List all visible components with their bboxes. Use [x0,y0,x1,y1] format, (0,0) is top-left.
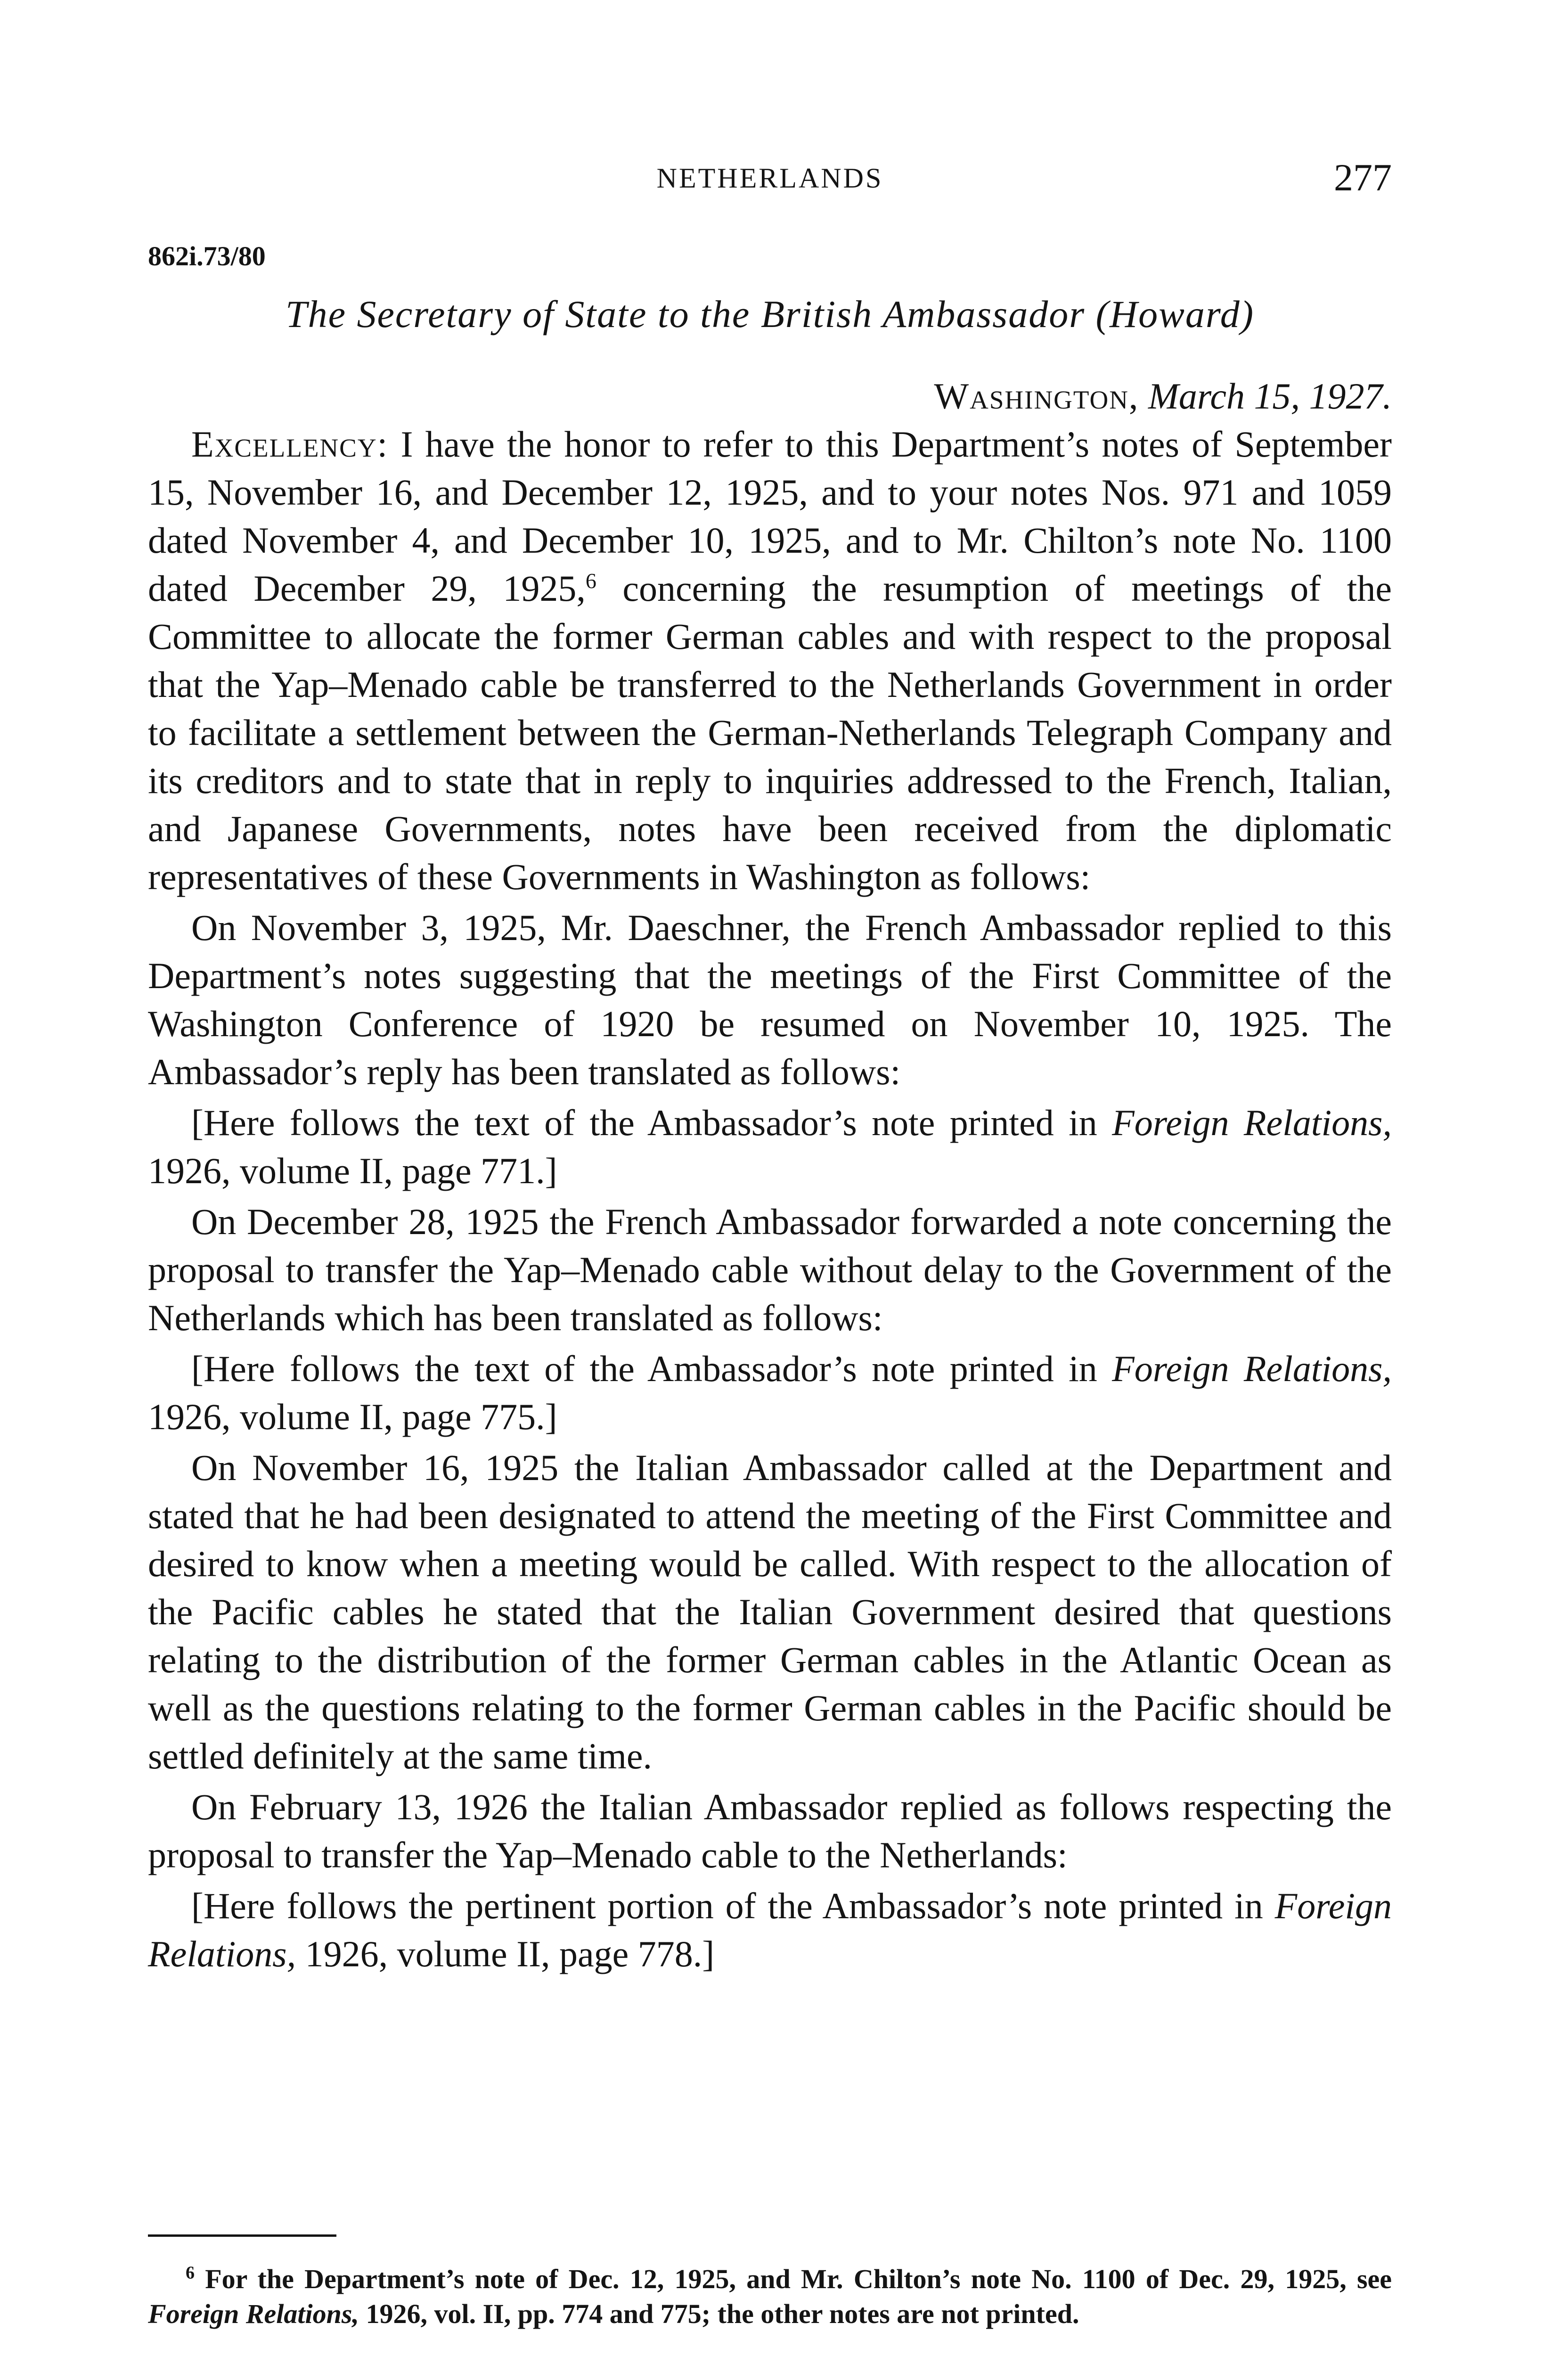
paragraph-8 [148,1882,1392,1978]
paragraph-8-pre: [Here follows the pertinent portion of the Ambassador’s note printed in [191,1885,1263,1926]
paragraph-3-post: 1926, volume II, page 771.] [148,1150,557,1191]
footnote-citation: Foreign Relations, [148,2299,359,2329]
paragraph-5 [148,1345,1392,1441]
page-header [148,155,1392,207]
footnote-ref: 6 [585,569,596,593]
footnote-marker: 6 [186,2263,195,2283]
paragraph-7: On February 13, 1926 the Italian Ambassador replied as follows respecting the proposal to transfer the Yap–Menado cable to the Netherlands: [148,1786,1392,1875]
dateline-place: Washington, [934,376,1139,417]
paragraph-5-post: 1926, volume II, page 775.] [148,1396,557,1437]
paragraph-5-pre: [Here follows the text of the Ambassador’s note printed in [191,1348,1097,1389]
letter-body [148,372,1392,1981]
paragraph-3 [148,1099,1392,1195]
paragraph-6: On November 16, 1925 the Italian Ambassador called at the Department and stated that he had been designated to attend the meeting of the First Committee and desired to know when a meeting would be called. With respect to the allocation of the Pacific cables he stated that the Italian Government desired that questions relating to the distribution of the former German cables in the Atlantic Ocean as well as the questions relating to the former German cables in the Pacific should be settled definitely at the same time. [148,1447,1392,1776]
footnote-divider [148,2234,336,2237]
running-title: NETHERLANDS [656,163,883,194]
paragraph-8-post: 1926, volume II, page 778.] [305,1933,715,1974]
dateline-date: March 15, 1927. [1148,376,1392,417]
footnote-text-pre: For the Department’s note of Dec. 12, 1925, and Mr. Chilton’s note No. 1100 of Dec. 29, 1925, see [205,2264,1392,2294]
paragraph-1-text-cont: concerning the resumption of meetings of the Committee to allocate the former German cables and with respect to the proposal that the Yap–Menado cable be transferred to the Netherlands Government in order to facilitate a settlement between the German-Netherlands Telegraph Company and its creditors and to state that in reply to inquiries addressed to the French, Italian, and Japanese Governments, notes have been received from the diplomatic representatives of these Governments in Washington as follows: [148,568,1392,897]
document-title: The Secretary of State to the British Ambassador (Howard) [285,293,1255,335]
salutation: Excellency: [191,424,389,465]
paragraph-2: On November 3, 1925, Mr. Daeschner, the French Ambassador replied to this Department’s notes suggesting that the meetings of the First Committee of the Washington Conference of 1920 be resumed on November 10, 1925. The Ambassador’s reply has been translated as follows: [148,907,1392,1092]
paragraph-4: On December 28, 1925 the French Ambassador forwarded a note concerning the proposal to transfer the Yap–Menado cable without delay to the Government of the Netherlands which has been translated as follows: [148,1201,1392,1338]
file-reference: 862i.73/80 [148,241,266,271]
paragraph-5-citation: Foreign Relations, [1112,1348,1392,1389]
footnote-text-post: 1926, vol. II, pp. 774 and 775; the other notes are not printed. [366,2299,1079,2329]
footnote [148,2262,1392,2331]
paragraph-8-citation: Foreign Relations, [148,1885,1392,1974]
paragraph-3-pre: [Here follows the text of the Ambassador’s note printed in [191,1102,1097,1143]
paragraph-1 [148,420,1392,901]
page-number: 277 [1334,156,1392,199]
dateline [148,372,1392,420]
paragraph-1-text: I have the honor to refer to this Department’s notes of September 15, November 16, and December 12, 1925, and to your notes Nos. 971 and 1059 dated November 4, and December 10, 1925, and to Mr. Chilton’s note No. 1100 dated December 29, 1925, [148,424,1392,609]
paragraph-3-citation: Foreign Relations, [1112,1102,1392,1143]
